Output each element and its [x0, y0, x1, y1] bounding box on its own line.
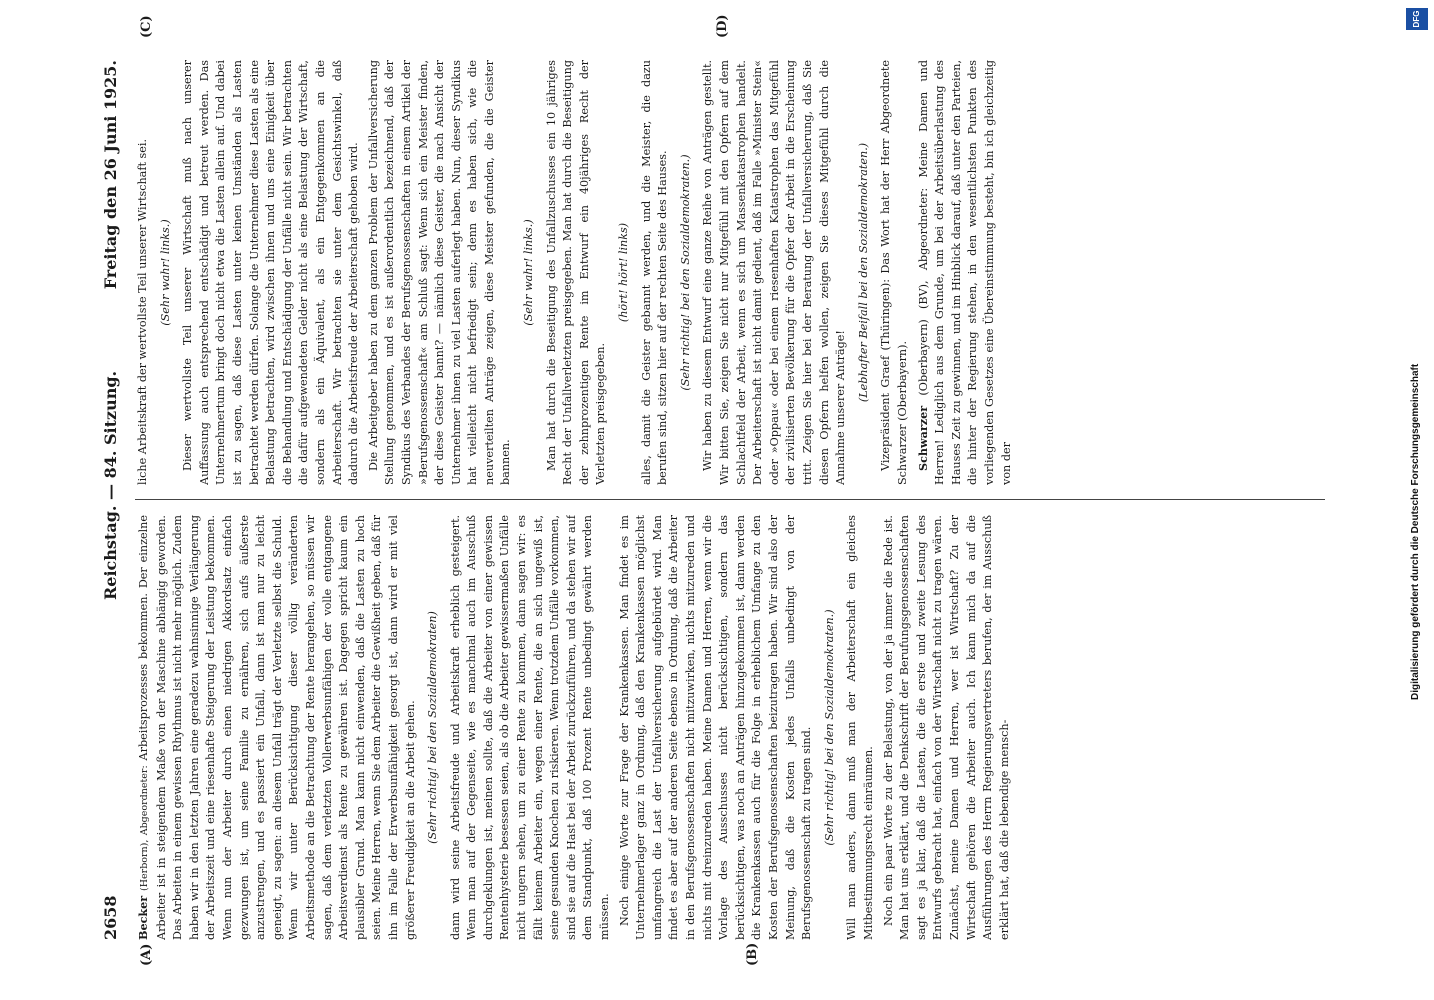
interjection: (hört! hört! links)	[617, 222, 631, 323]
paragraph: Man hat durch die Beseitigung des Unfallzuschusses ein 10 jähriges Recht der Unfallverletzten preisgegeben. Man hat durch die Beseitigung der zehnprozentigen Rente im Entwurf ein 40jähriges Recht der Verletzten preisgegeben.	[544, 60, 608, 485]
paragraph: liche Arbeitskraft der wertvollste Teil unserer Wirtschaft sei.	[136, 138, 149, 485]
interjection: (Sehr wahr! links.)	[522, 219, 536, 326]
interjection: (Sehr richtig! bei den Sozialdemokraten)	[426, 611, 440, 844]
credit-text: Digitalisierung gefördert durch die Deutsche Forschungsgemeinschaft	[1410, 363, 1421, 700]
margin-marker-c: (C)	[139, 15, 154, 38]
digitization-credit	[1400, 0, 1434, 1000]
margin-marker-d: (D)	[715, 14, 730, 38]
paragraph: Will man anders, dann muß man der Arbeiterschaft ein gleiches Mitbestimmungsrecht einräumen.	[845, 515, 875, 940]
paragraph	[915, 60, 1016, 485]
session-title: Reichstag. — 84. Sitzung.	[101, 370, 120, 600]
interjection: (Lebhafter Beifall bei den Sozialdemokraten.)	[856, 142, 870, 403]
page-number: 2658	[101, 895, 120, 940]
interjection: (Sehr wahr! links.)	[158, 219, 172, 326]
page-header	[95, 60, 129, 940]
speaker-name: Becker	[136, 895, 150, 940]
speaker-name: Schwarzer	[915, 405, 930, 471]
session-date: Freitag den 26 Juni 1925.	[101, 60, 120, 290]
paragraph: Noch einige Worte zur Frage der Krankenkassen. Man findet es im Unternehmerlager ganz in Ordnung, daß den Krankenkassen möglichst umfangreich die Last der Unfallversicherung aufgebürdet wird. Man findet es aber auf der anderen Seite ebenso in Ordnung, daß die Arbeiter in den Berufsgenossenschaften nicht mitzuwirken, nichts mitzureden und nichts mit dreinzureden haben. Meine Damen und Herren, wenn wir die Vorlage des Ausschusses nicht berücksichtigen, sondern das berücksichtigen, was noch an Anträgen hinzugekommen ist, dann werden die Krankenkassen auch für die Folge in erheblichem Umfange zu den Kosten der Berufsgenossenschaften beizutragen haben. Wir sind also der Meinung, daß die Kosten jedes Unfalls unbedingt von der Berufsgenossenschaft zu tragen sind.	[617, 515, 814, 940]
paragraph: alles, damit die Geister gebannt werden, und die Meister, die dazu berufen sind, sitzen hier auf der rechten Seite des Hauses.	[639, 60, 670, 485]
paragraph: dann wird seine Arbeitsfreude und Arbeitskraft erheblich gesteigert. Wenn man auf der Gegenseite, wie es manchmal auch im Ausschuß durchgeklungen ist, meinen sollte, daß die Arbeiter von einer gewissen Rentenhysterie besessen seien, als ob die Arbeiter gewissermaßen Unfälle nicht ungern sehen, um zu einer Rente zu kommen, dann sagen wir: es fällt keinem Arbeiter ein, wegen einer Rente, die an sich ungewiß ist, seine gesunden Knochen zu riskieren. Wenn trotzdem Unfälle vorkommen, sind sie auf die Hast bei der Arbeit zurückzuführen, und da stehen wir auf dem Standpunkt, daß 100 Prozent Rente unbedingt gewährt werden müssen.	[448, 515, 612, 940]
margin-marker-a: (A)	[139, 943, 154, 966]
paragraph: Die Arbeitgeber haben zu dem ganzen Problem der Unfallversicherung Stellung genommen, und es ist außerordentlich bezeichnend, daß der Syndikus des Verbandes der Berufsgenossenschaften in einem Artikel der »Berufsgenossenschaft« am Schluß sagt: Wenn sich ein Meister finden, der diese Geister bannt? — nämlich diese Geister, die nach Ansicht der Unternehmer ihnen zu viel Lasten auferlegt haben. Nun, dieser Syndikus hat vielleicht nicht befriedigt sein; denn es haben sich, wie die neuverteilten Anträge zeigen, diese Meister gefunden, die die Geister bannen.	[366, 60, 513, 485]
paragraph-text: Arbeitsprozesses bekommen. Der einzelne Arbeiter ist in steigendem Maße von der Maschine abhängig geworden. Das Arbeiten in einem gewissen Rhythmus ist nicht mehr möglich. Zudem haben wir in den letzten Jahren eine geradezu wahnsinnige Verlängerung der Arbeitszeit und eine riesenhafte Steigerung der Leistung bekommen. Wenn nun der Arbeiter durch einen niedrigen Akkordsatz einfach gezwungen ist, um seine Familie zu ernähren, sich aufs äußerste anzustrengen, und es passiert ein Unfall, dann ist man nur zu leicht geneigt, zu sagen: an diesem Unfall trägt der Verletzte selbst die Schuld. Wenn wir unter Berücksichtigung dieser völlig veränderten Arbeitsmethode an die Betrachtung der Rente herangehen, so müssen wir sagen, daß dem verletzten Vollerwerbsunfähigen der volle entgangene Arbeitsverdienst als Rente zu gewähren ist. Dagegen spricht kaum ein plausibler Grund. Man kann nicht einwenden, daß die Lasten zu hoch seien. Meine Herren, wenn Sie dem Arbeiter die Gewißheit geben, daß für ihn im Falle der Erwerbsunfähigkeit gesorgt ist, dann wird er mit viel größerer Freudigkeit an die Arbeit gehen.	[137, 515, 417, 940]
column-divider	[135, 499, 1325, 500]
paragraph: Noch ein paar Worte zu der Belastung, von der ja immer die Rede ist. Man hat uns erklärt, und die Denkschrift der Berufungsgenossenschaften sagt es ja klar, daß die Lasten, die die erste und zweite Lesung des Entwurfs gebracht hat, einfach von der Wirtschaft nicht zu tragen wären. Zunächst, meine Damen und Herren, wer ist Wirtschaft? Zu der Wirtschaft gehören die Arbeiter auch. Ich kann mich da auf die Ausführungen des Herrn Regierungsvertreters berufen, der im Ausschuß erklärt hat, daß die lebendige mensch-	[881, 515, 1011, 940]
right-column	[135, 60, 1335, 485]
paragraph-text: (Oberbayern) (BV), Abgeordneter: Meine Damen und Herren! Lediglich aus dem Grunde, um bei der Arbeitsüberlastung des Hauses Zeit zu gewinnen, und im Hinblick darauf, daß unter den Parteien, die hinter der Regierung stehen, in den wesentlichsten Punkten des vorliegenden Gesetzes eine Übereinstimmung besteht, bin ich gleichzeitig von der	[916, 60, 1013, 485]
speaker-note: (Herborn), Abgeordneter:	[139, 765, 150, 891]
dfg-logo: DFG	[1406, 8, 1428, 30]
interjection: (Sehr richtig! bei den Sozialdemokraten.)	[822, 609, 836, 846]
left-column	[135, 515, 1335, 940]
paragraph: Vizepräsident Graef (Thüringen): Das Wort hat der Herr Abgeordnete Schwarzer (Oberbayern).	[879, 60, 909, 485]
paragraph	[135, 515, 419, 940]
margin-marker-b: (B)	[745, 942, 760, 966]
page-body	[95, 14, 1345, 966]
interjection: (Sehr richtig! bei den Sozialdemokraten.)	[678, 154, 692, 391]
paragraph: Dieser wertvollste Teil unserer Wirtschaft muß nach unserer Auffassung auch entsprechend entschädigt und betreut werden. Das Unternehmertum bringt doch nicht etwa die Lasten allein auf. Und dabei ist zu sagen, daß diese Lasten unter keinen Umständen als Lasten betrachtet werden dürfen. Solange die Unternehmer diese Lasten als eine Belastung betrachten, wird zwischen ihnen und uns eine Einigkeit über die Behandlung und Entschädigung der Unfälle nicht sein. Wir betrachten die dafür aufgewendeten Gelder nicht als eine Belastung der Wirtschaft, sondern als ein Äquivalent, als ein Entgegenkommen an die Arbeiterschaft. Wir betrachten sie unter dem Gesichtswinkel, daß dadurch die Arbeitsfreude der Arbeiterschaft gehoben wird.	[181, 60, 361, 485]
paragraph: Wir haben zu diesem Entwurf eine ganze Reihe von Anträgen gestellt. Wir bitten Sie, zeigen Sie nicht nur Mitgefühl mit den Opfern auf dem Schlachtfeld der Arbeit, wenn es sich um Massenkatastrophen handelt. Der Arbeiterschaft ist nicht damit gedient, daß im Falle »Minister Stein« oder »Oppau« oder bei einem riesenhaften Katastrophen das Mitgefühl der zivilisierten Bevölkerung für die Opfer der Arbeit in die Erscheinung tritt. Zeigen Sie hier bei der Beratung der Unfallversicherung, daß Sie diesen Opfern helfen wollen, zeigen Sie dieses Mitgefühl durch die Annahme unserer Anträge!	[701, 60, 848, 485]
